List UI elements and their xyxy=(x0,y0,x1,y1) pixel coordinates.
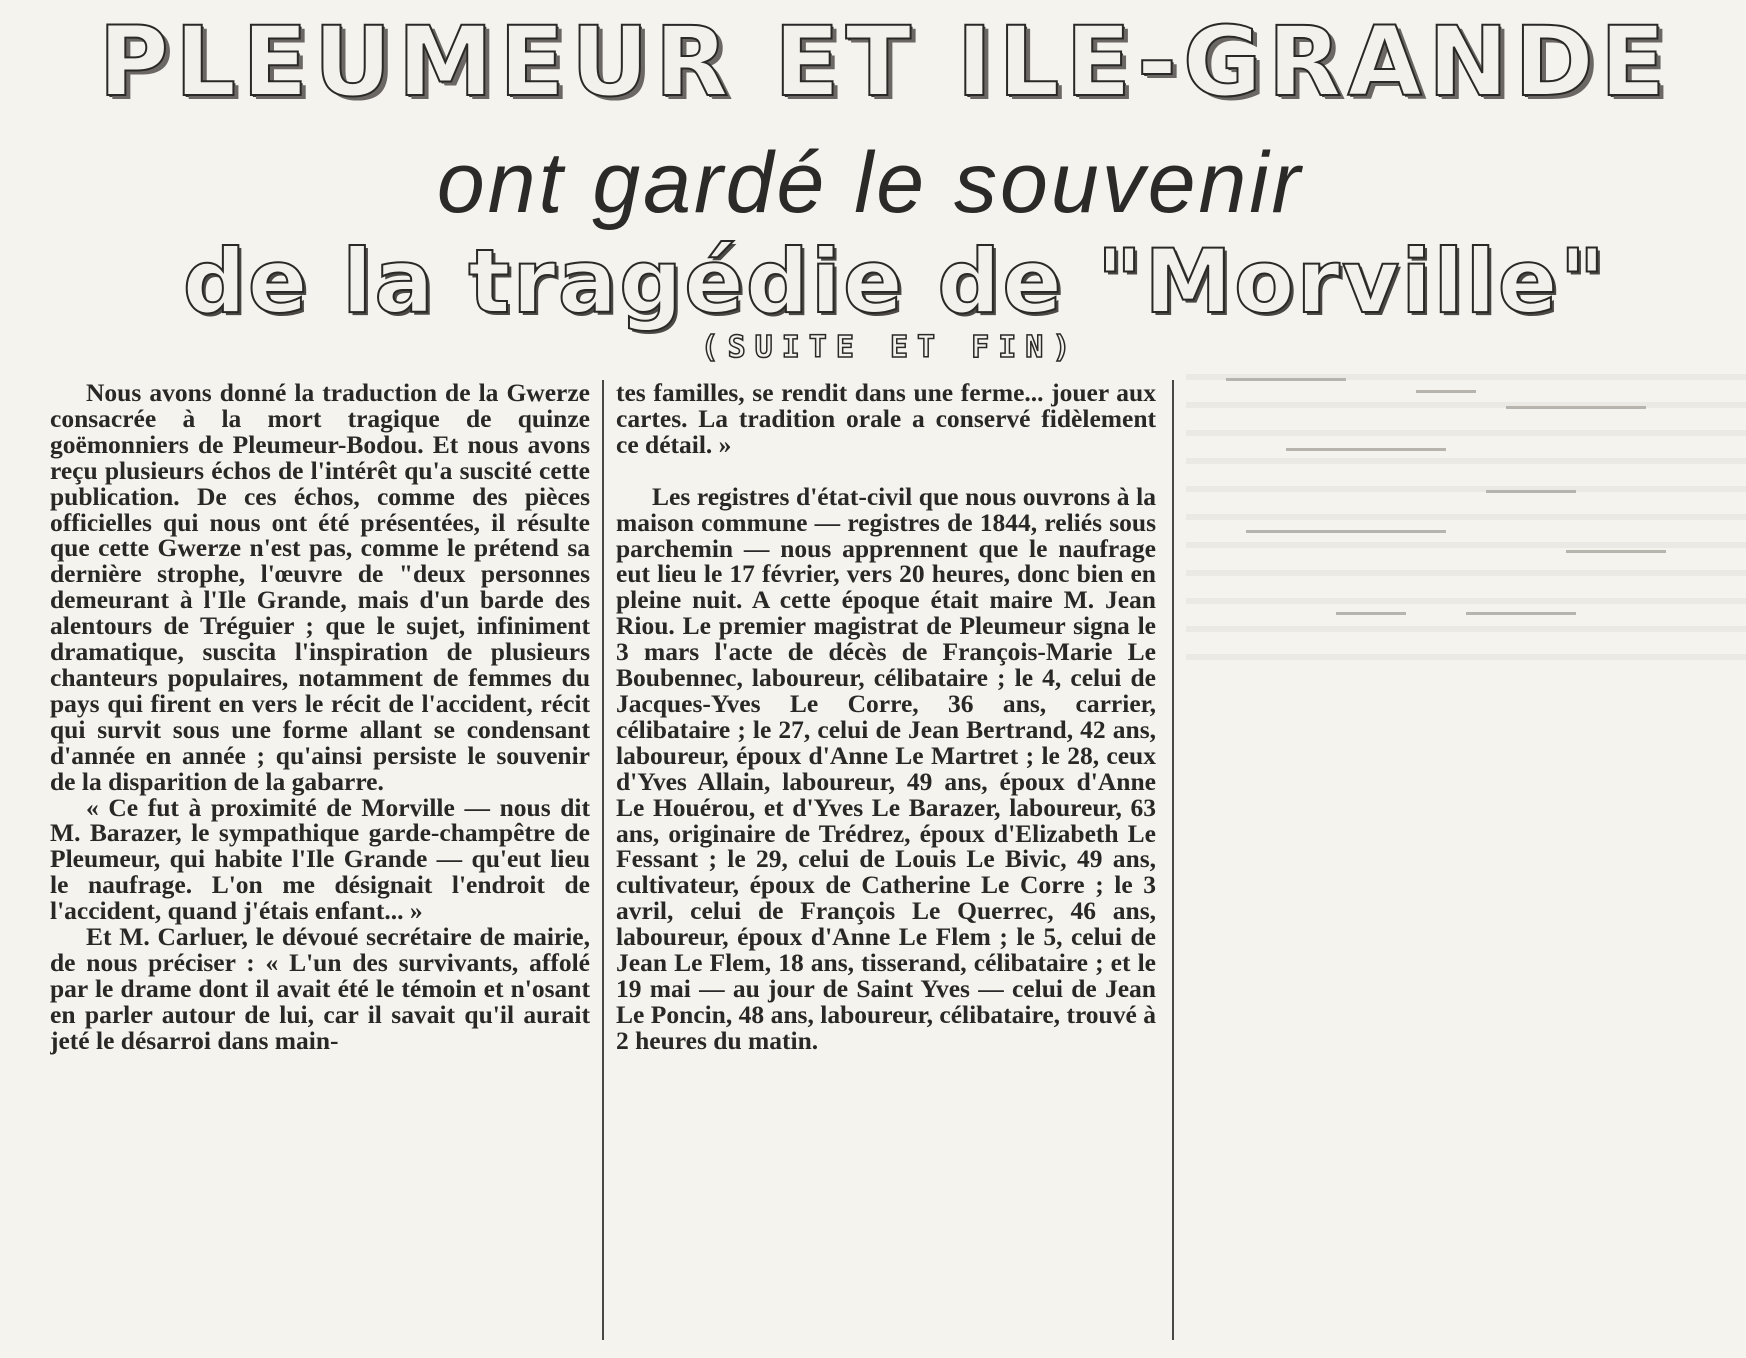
column-divider-left xyxy=(602,380,604,1340)
bleed-mark xyxy=(1486,490,1576,493)
article-column-left xyxy=(50,380,590,1340)
bleed-mark xyxy=(1566,550,1666,553)
bleed-mark xyxy=(1466,612,1576,615)
headline-line-2: ont gardé le souvenir xyxy=(436,135,1304,231)
paragraph-left-1: Nous avons donné la traduction de la Gwerze consacrée à la mort tragique de quinze goëmonniers de Pleumeur-Bodou. Et nous avons reçu plusieurs échos de l'intérêt qu'a suscité cette publication. De ces échos, comme des pièces officielles qui nous ont été présentées, il résulte que cette Gwerze n'est pas, comme le prétend sa dernière strophe, l'œuvre de "deux personnes demeurant à l'Ile Grande, mais d'un barde des alentours de Tréguier ; que le sujet, infiniment dramatique, suscita l'inspiration de plusieurs chanteurs populaires, notamment de femmes du pays qui firent en vers le récit de l'accident, récit qui survit sous une forme allant se condensant d'année en année ; qu'ainsi persiste le souvenir de la disparition de la gabarre. xyxy=(50,380,590,796)
continuation-label: (SUITE ET FIN) xyxy=(700,330,1080,365)
bleed-mark xyxy=(1286,448,1446,451)
paragraph-middle-2: Les registres d'état-civil que nous ouvrons à la maison commune — registres de 1844, reliés sous parchemin — nous apprennent que le naufrage eut lieu le 17 février, vers 20 heures, donc bien en pleine nuit. A cette époque était maire M. Jean Riou. Le premier magistrat de Pleumeur signa le 3 mars l'acte de décès de François-Marie Le Boubennec, laboureur, célibataire ; le 4, celui de Jacques-Yves Le Corre, 36 ans, carrier, célibataire ; le 27, celui de Jean Bertrand, 42 ans, laboureur, époux d'Anne Le Martret ; le 28, ceux d'Yves Allain, laboureur, 49 ans, époux d'Anne Le Houérou, et d'Yves Le Barazer, laboureur, 63 ans, originaire de Trédrez, époux d'Elizabeth Le Fessant ; le 29, celui de Louis Le Bivic, 49 ans, cultivateur, époux de Catherine Le Corre ; le 3 avril, celui de François Le Querrec, 46 ans, laboureur, époux d'Anne Le Flem ; le 5, celui de Jean Le Flem, 18 ans, tisserand, célibataire ; et le 19 mai — au jour de Saint Yves — celui de Jean Le Poncin, 48 ans, laboureur, célibataire, trouvé à 2 heures du matin. xyxy=(616,481,1156,1055)
paragraph-left-3: Et M. Carluer, le dévoué secrétaire de mairie, de nous préciser : « L'un des survivants, affolé par le drame dont il avait été le témoin et n'osant en parler autour de lui, car il savait qu'il aurait jeté le désarroi dans main- xyxy=(50,922,590,1055)
headline-line-3: de la tragédie de "Morville" xyxy=(182,230,1608,333)
headline-line-1: PLEUMEUR ET ILE-GRANDE xyxy=(98,6,1672,118)
paragraph-middle-1: tes familles, se rendit dans une ferme... jouer aux cartes. La tradition orale a conservé fidèlement ce détail. » xyxy=(616,380,1156,459)
bleed-mark xyxy=(1226,378,1346,381)
paragraph-left-2: « Ce fut à proximité de Morville — nous dit M. Barazer, le sympathique garde-champêtre de Pleumeur, qui habite l'Ile Grande — qu'eut lieu le naufrage. L'on me désignait l'endroit de l'accident, quand j'étais enfant... » xyxy=(50,792,590,926)
column-divider-right xyxy=(1172,380,1174,1340)
bleed-through-area xyxy=(1186,360,1746,660)
article-column-middle xyxy=(616,380,1156,1340)
bleed-mark xyxy=(1246,530,1446,533)
bleed-mark xyxy=(1416,390,1476,393)
bleed-mark xyxy=(1336,612,1406,615)
bleed-mark xyxy=(1506,406,1646,409)
